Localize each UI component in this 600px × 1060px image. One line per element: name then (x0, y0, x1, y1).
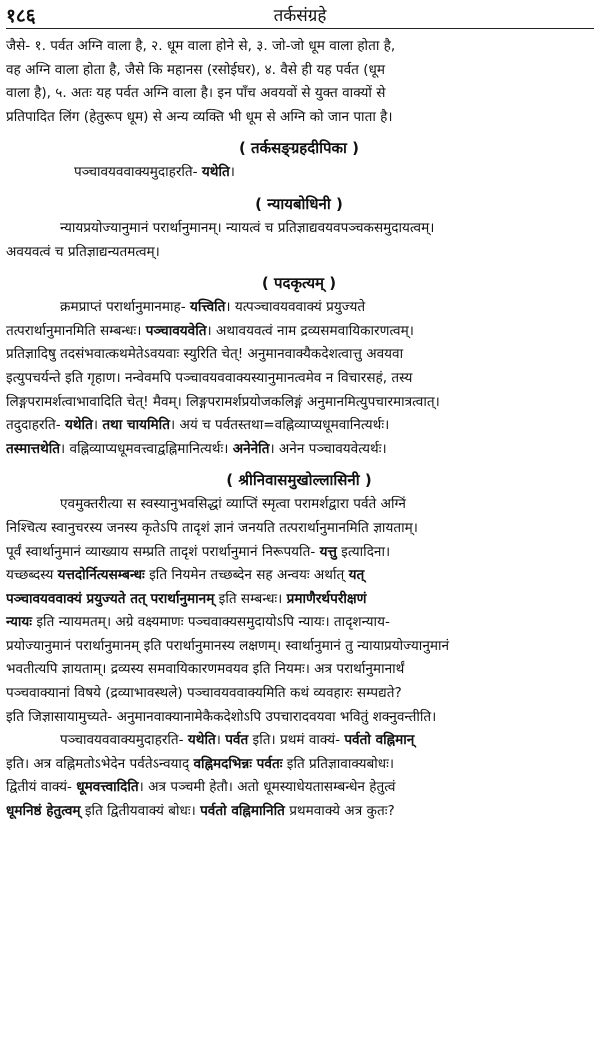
text-line (6, 241, 592, 265)
section-heading: ( श्रीनिवासमुखोल्लासिनी ) (226, 471, 372, 490)
text-run: इति जिज्ञासायामुच्यते- अनुमानवाक्यानामेकैकदेशोऽपि उपचारादवयवा भवितुं शक्नुवन्तीति। (6, 708, 437, 725)
text-run: इति। प्रथमं वाक्यं- (248, 732, 345, 749)
commentary-section (6, 135, 592, 185)
text-run: पञ्चावयववाक्यमुदाहरति- (60, 732, 188, 749)
text-line (6, 800, 592, 824)
text-run: वाला है), ५. अतः यह पर्वत अग्नि वाला है। इन पाँच अवयवों से युक्त वाक्यों से (6, 85, 386, 102)
text-run: । यत्पञ्चावयववाक्यं प्रयुज्यते (225, 299, 366, 316)
text-run: क्रमप्राप्तं परार्थानुमानमाह- (60, 299, 190, 316)
text-run: इति प्रतिज्ञावाक्यबोधः। (282, 755, 395, 772)
text-line (6, 611, 592, 635)
bold-keyword: यत्त्विति (189, 299, 226, 316)
page-header (0, 0, 600, 28)
text-line (6, 564, 592, 588)
text-run: भवतीत्यपि ज्ञायताम्। द्रव्यस्य समवायिकारणमवयव इति नियमः। अत्र परार्थानुमानार्थं (6, 661, 405, 678)
text-line (6, 343, 592, 367)
text-line (6, 106, 592, 130)
commentary-section (6, 270, 592, 461)
text-run: पञ्चावयववाक्यमुदाहरति- (74, 164, 202, 181)
text-run: इति। अत्र वह्निमतोऽभेदेन पर्वतेऽन्वयाद् (6, 755, 194, 772)
text-line (6, 320, 592, 344)
text-line (6, 658, 592, 682)
text-run: प्रथमवाक्ये अत्र कुतः? (284, 803, 395, 820)
text-line (6, 517, 592, 541)
text-run: जैसे- १. पर्वत अग्नि वाला है, २. धूम वाला होने से, ३. जो-जो धूम वाला होता है, (6, 38, 396, 54)
bold-keyword: पञ्चावयववाक्यं प्रयुज्यते तत् परार्थानुमानम् (6, 590, 215, 607)
text-run: यच्छब्दस्य (6, 567, 58, 584)
text-line (6, 541, 592, 565)
text-line (6, 414, 592, 438)
text-line (6, 682, 592, 706)
text-line (6, 776, 592, 800)
bold-keyword: पर्वतो वह्निमान् (344, 732, 415, 749)
text-line (6, 161, 592, 185)
text-run: न्यायप्रयोज्यानुमानं परार्थानुमानम्। न्यायत्वं च प्रतिज्ञाद्यवयवपञ्चकसमुदायत्वम्। (60, 219, 435, 236)
text-line (6, 391, 592, 415)
text-run: । (215, 732, 226, 749)
text-run: । अयं च पर्वतस्तथा=वह्निव्याप्यधूमवानित्यर्थः। (169, 417, 390, 434)
bold-keyword: धूमनिष्ठं हेतुत्वम् (6, 803, 81, 820)
bold-keyword: यथेति (64, 417, 93, 434)
text-line (6, 82, 592, 106)
text-line (6, 217, 592, 241)
text-run: तदुदाहरति- (6, 417, 65, 434)
text-run: । अत्र पञ्चमी हेतौ। अतो धूमस्याधेयतासम्बन्धेन हेतुत्वं (138, 779, 396, 796)
text-run: प्रतिज्ञादिषु तदसंभवात्कथमेतेऽवयवाः स्युरिति चेत्! अनुमानवाक्यैकदेशत्वात्तु अवयवा (6, 346, 404, 363)
text-run: इति न्यायमतम्। अग्रे वक्ष्यमाणः पञ्चवाक्यसमुदायोऽपि न्यायः। तादृशन्याय- (32, 614, 390, 631)
text-line (6, 635, 592, 659)
text-run: वह अग्नि वाला होता है, जैसे कि महानस (रसोईघर), ४. वैसे ही यह पर्वत (धूम (6, 61, 386, 78)
section-heading: ( तर्कसङ्ग्रहदीपिका ) (238, 139, 359, 158)
bold-keyword: वह्निमदभिन्नः पर्वतः (193, 755, 283, 772)
text-run: प्रयोज्यानुमानं परार्थानुमानम् इति परार्थानुमानस्य लक्षणम्। स्वार्थानुमानं तु न्यायाप्रयोज्यानुमानं (6, 637, 450, 654)
text-run: इति सम्बन्धः। (214, 590, 287, 607)
bold-keyword: यत् (348, 567, 365, 584)
text-run: प्रतिपादित लिंग (हेतुरूप धूम) से अन्य व्यक्ति भी धूम से अग्नि को जान पाता है। (6, 108, 393, 125)
text-run: । अथावयवत्वं नाम द्रव्यसमवायिकारणत्वम्। (206, 322, 414, 339)
running-title: तर्कसंग्रहे (273, 6, 327, 26)
bold-keyword: पर्वतो वह्निमानिति (200, 803, 285, 820)
text-run: निश्चित्य स्वानुचरस्य जनस्य कृतेऽपि तादृशं ज्ञानं जनयति तत्परार्थानुमानमिति ज्ञायताम्। (6, 519, 418, 536)
text-line (6, 493, 592, 517)
text-run: । (229, 164, 235, 181)
text-line (6, 729, 592, 753)
bold-keyword: तथा चायमिति (102, 417, 170, 434)
bold-keyword: न्यायः (6, 614, 33, 631)
text-run: तत्परार्थानुमानमिति सम्बन्धः। (6, 322, 146, 339)
text-line (6, 706, 592, 730)
text-line (6, 438, 592, 462)
text-run: । अनेन पञ्चावयवेत्यर्थः। (269, 440, 387, 457)
text-line (6, 753, 592, 777)
hindi-translation-paragraph (6, 35, 592, 129)
text-run: पञ्चवाक्यानां विषये (द्रव्याभावस्थले) पञ्चावयववाक्यमिति कथं व्यवहारः सम्पद्यते? (6, 685, 402, 702)
text-run: । (92, 417, 103, 434)
page-content (0, 29, 600, 824)
bold-keyword: तस्मात्तथेति (6, 440, 61, 457)
text-run: इत्यादिना। (336, 543, 391, 560)
bold-keyword: यत्तदोर्नित्यसम्बन्धः (57, 567, 145, 584)
text-run: द्वितीयं वाक्यं- (6, 779, 77, 796)
commentary-section (6, 191, 592, 264)
section-heading: ( न्यायबोधिनी ) (255, 194, 343, 213)
text-run: लिङ्गपरामर्शत्वाभावादिति चेत्! मैवम्। लिङ्गपरामर्शप्रयोजकलिङ्गं अनुमानमित्युपचारमात्रत्वात्। (6, 393, 440, 410)
commentary-section (6, 467, 592, 823)
text-run: एवमुक्तरीत्या स स्वस्यानुभवसिद्धां व्याप्तिं स्मृत्वा परामर्शद्वारा पर्वते अग्निं (60, 496, 406, 513)
section-heading: ( पदकृत्यम् ) (261, 274, 337, 293)
text-line (6, 35, 592, 59)
page-number: १८६ (6, 5, 36, 27)
text-line (6, 367, 592, 391)
text-run: । वह्निव्याप्यधूमवत्त्वाद्वह्निमानित्यर्थः। (60, 440, 233, 457)
text-run: इत्युपचर्यन्ते इति गृहाण। नन्वेवमपि पञ्चावयववाक्यस्यानुमानत्वमेव न विचारसहं, तस्य (6, 369, 413, 386)
text-run: इति द्वितीयवाक्यं बोधः। (80, 803, 201, 820)
bold-keyword: पर्वत (225, 732, 249, 749)
bold-keyword: धूमवत्त्वादिति (76, 779, 139, 796)
bold-keyword: यथेति (201, 164, 230, 181)
bold-keyword: अनेनेति (232, 440, 270, 457)
text-run: इति नियमेन तच्छब्देन सह अन्वयः अर्थात् (144, 567, 349, 584)
text-run: अवयवत्वं च प्रतिज्ञाद्यन्यतमत्वम्। (6, 243, 160, 260)
text-run: पूर्वं स्वार्थानुमानं व्याख्याय सम्प्रति तादृशं परार्थानुमानं निरूपयति- (6, 543, 320, 560)
commentary-sections (6, 135, 592, 823)
bold-keyword: यत्तु (319, 543, 337, 560)
bold-keyword: प्रमाणैरर्थपरीक्षणं (286, 590, 367, 607)
text-line (6, 296, 592, 320)
text-line (6, 59, 592, 83)
bold-keyword: यथेति (187, 732, 216, 749)
text-line (6, 588, 592, 612)
bold-keyword: पञ्चावयवेति (145, 322, 207, 339)
